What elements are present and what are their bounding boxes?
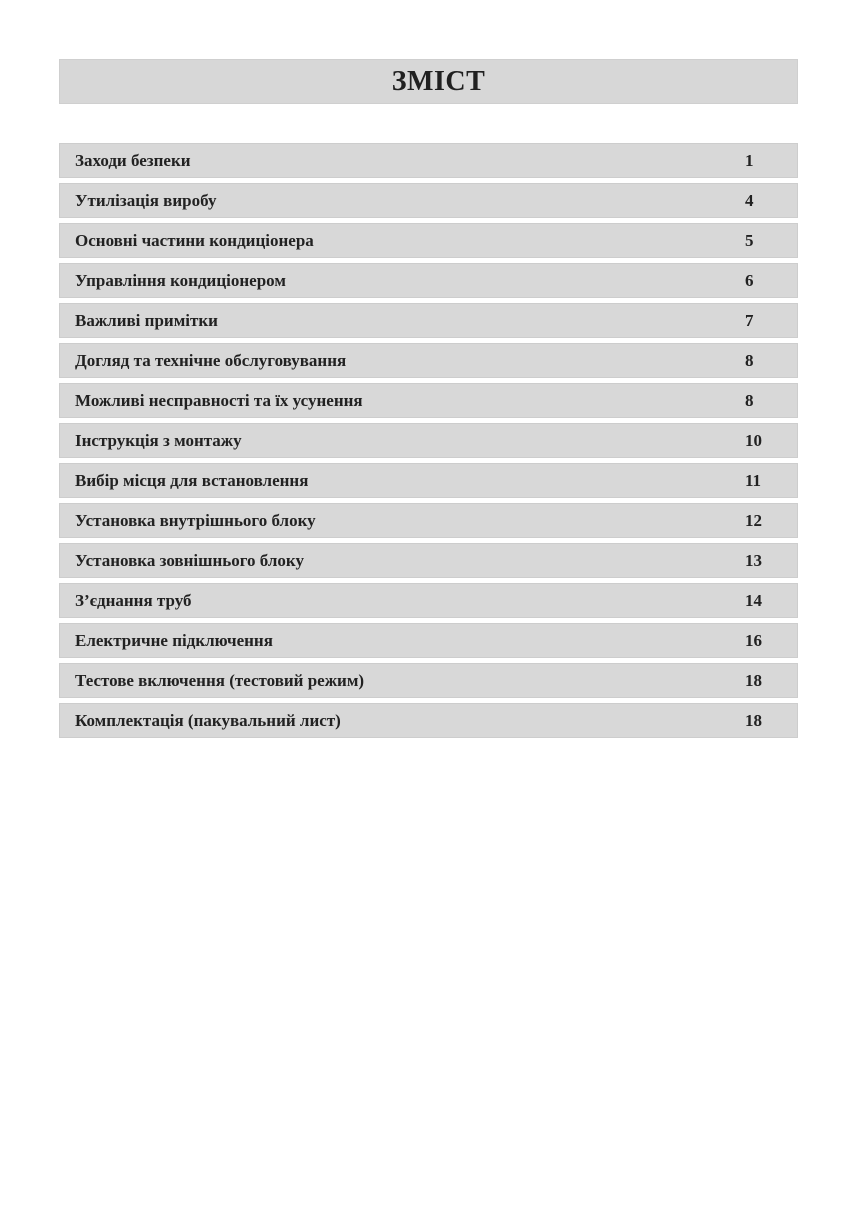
toc-entry bbox=[59, 543, 798, 578]
toc-entry-page: 8 bbox=[745, 350, 754, 370]
toc-entry-page: 18 bbox=[745, 710, 762, 730]
toc-entry-title: Утилізація виробу bbox=[75, 190, 217, 210]
toc-entry-page: 8 bbox=[745, 390, 754, 410]
toc-entry bbox=[59, 263, 798, 298]
toc-entry-page: 14 bbox=[745, 590, 762, 610]
toc-entry-page: 12 bbox=[745, 510, 762, 530]
toc-entry-title: Інструкція з монтажу bbox=[75, 430, 242, 450]
toc-entry bbox=[59, 503, 798, 538]
toc-entry-page: 7 bbox=[745, 310, 754, 330]
toc-entry-title: Тестове включення (тестовий режим) bbox=[75, 670, 365, 690]
toc-entry bbox=[59, 143, 798, 178]
toc-entry-title: Основні частини кондиціонера bbox=[75, 230, 314, 250]
toc-entry-page: 16 bbox=[745, 630, 762, 650]
page-title: ЗМІСТ bbox=[391, 65, 486, 97]
toc-entry-page: 11 bbox=[745, 470, 762, 490]
toc-entry bbox=[59, 183, 798, 218]
title-bar bbox=[59, 59, 798, 104]
toc-entry-title: Установка зовнішнього блоку bbox=[75, 550, 304, 570]
table-of-contents bbox=[59, 143, 798, 743]
toc-entry-page: 4 bbox=[745, 190, 754, 210]
toc-entry-page: 1 bbox=[745, 150, 754, 170]
toc-entry bbox=[59, 663, 798, 698]
toc-entry-title: Важливі примітки bbox=[75, 310, 218, 330]
toc-entry bbox=[59, 423, 798, 458]
toc-entry-title: Вибір місця для встановлення bbox=[75, 470, 309, 490]
toc-entry-page: 5 bbox=[745, 230, 754, 250]
toc-entry bbox=[59, 383, 798, 418]
toc-entry bbox=[59, 223, 798, 258]
toc-entry bbox=[59, 703, 798, 738]
toc-entry bbox=[59, 623, 798, 658]
toc-entry-page: 10 bbox=[745, 430, 762, 450]
toc-entry-title: З’єднання труб bbox=[75, 590, 192, 610]
toc-entry-title: Управління кондиціонером bbox=[75, 270, 286, 290]
toc-entry bbox=[59, 583, 798, 618]
toc-entry-title: Заходи безпеки bbox=[75, 150, 191, 170]
toc-entry-title: Комплектація (пакувальний лист) bbox=[75, 710, 341, 730]
toc-entry-title: Установка внутрішнього блоку bbox=[75, 510, 316, 530]
toc-entry-title: Електричне підключення bbox=[75, 630, 273, 650]
toc-entry bbox=[59, 343, 798, 378]
toc-entry-title: Догляд та технічне обслуговування bbox=[75, 350, 347, 370]
toc-entry bbox=[59, 303, 798, 338]
toc-entry-page: 18 bbox=[745, 670, 762, 690]
toc-entry-page: 6 bbox=[745, 270, 754, 290]
toc-entry bbox=[59, 463, 798, 498]
toc-entry-title: Можливі несправності та їх усунення bbox=[75, 390, 363, 410]
toc-entry-page: 13 bbox=[745, 550, 762, 570]
